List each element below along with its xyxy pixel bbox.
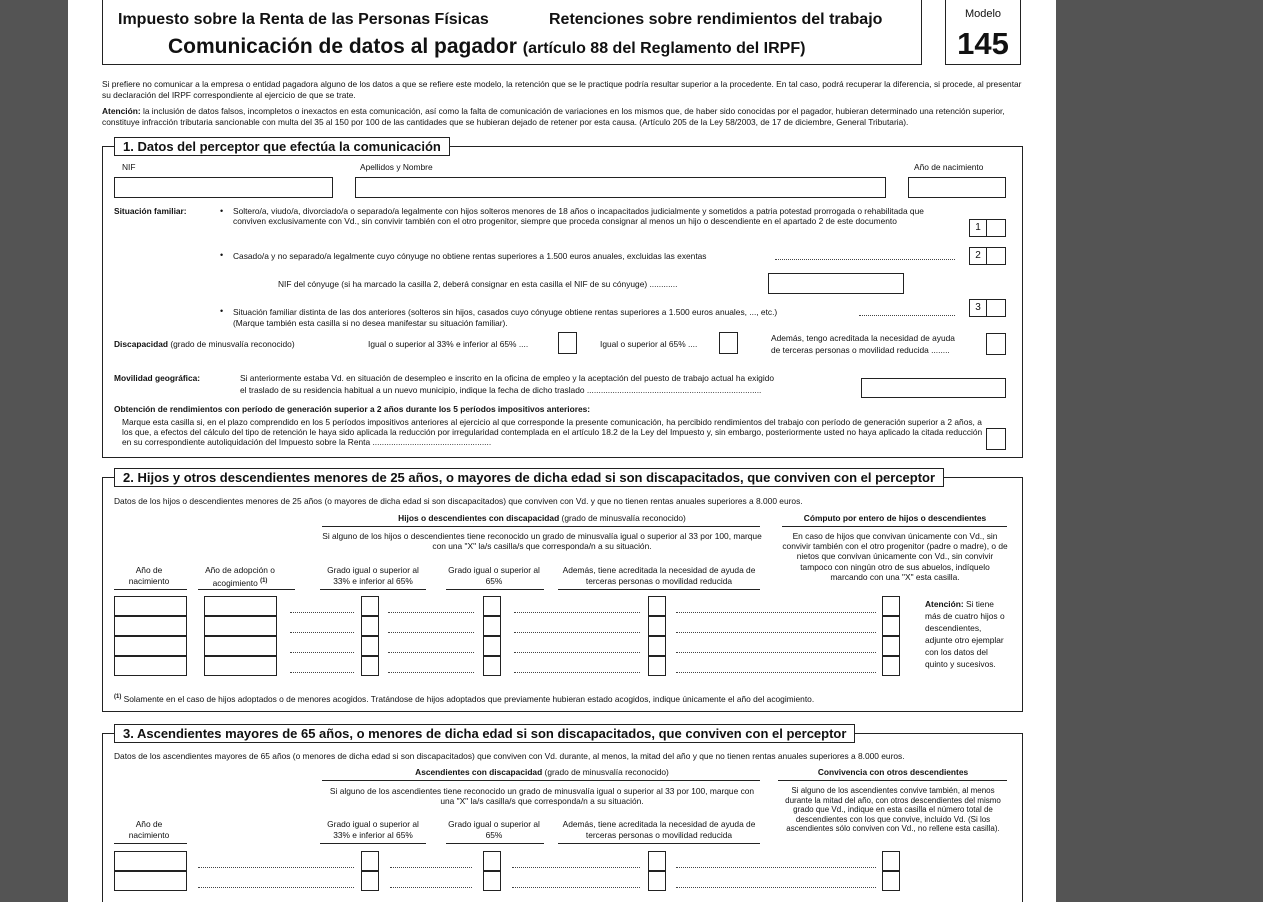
s2-atencion-label: Atención: — [925, 599, 964, 609]
modelo-label: Modelo — [964, 8, 1002, 20]
situacion-opt3b: (Marque también esta casilla si no desea manifestar su situación familiar). — [233, 318, 508, 328]
s2-dots-3 — [514, 632, 640, 633]
s3-g3-checkbox[interactable] — [648, 871, 666, 891]
s2-nac-input[interactable] — [114, 616, 187, 636]
s2-atencion — [925, 598, 1009, 670]
s2-discap-header-rest: (grado de minusvalía reconocido) — [561, 513, 686, 523]
s2-adop-input[interactable] — [204, 616, 277, 636]
obtencion-checkbox[interactable] — [986, 428, 1006, 450]
s2-footnote-sup: (1) — [114, 694, 122, 700]
situacion-box3-number: 3 — [969, 299, 987, 317]
obtencion-text: Marque esta casilla si, en el plazo comprendido en los 5 períodos impositivos anteriores al ejercicio al que corresponde la presente comunicación, ha percibido rendimientos del trabajo con período de generación superior a 2 años, a los que, a efectos del cálculo del tipo de retención le haya sido aplicada la reducción por irregularidad contemplada en el artículo 18.2 de la Ley del Impuesto y, sin embargo, posteriormente usted no haya aplicado la citada reducción en su correspondiente autoliquidación del Impuesto sobre la Renta ................................................... — [122, 417, 983, 448]
s2-dots-1 — [290, 632, 354, 633]
nif-input[interactable] — [114, 177, 333, 198]
s3-nac-input[interactable] — [114, 851, 187, 871]
form-page — [68, 0, 1056, 902]
situacion-checkbox-1[interactable] — [986, 219, 1006, 237]
s2-col-nacimiento: Año de nacimiento — [128, 565, 170, 586]
section1-title: 1. Datos del perceptor que efectúa la comunicación — [114, 137, 450, 156]
s3-g1-checkbox[interactable] — [361, 851, 379, 871]
s2-computo-checkbox[interactable] — [882, 636, 900, 656]
discap-c-checkbox[interactable] — [986, 333, 1006, 355]
s2-nac-input[interactable] — [114, 656, 187, 676]
dots-opt3 — [859, 315, 955, 316]
s3-dots-2 — [390, 867, 472, 868]
s3-dots-3 — [512, 867, 640, 868]
s2-discap-header-rule — [322, 526, 760, 527]
obtencion-label: Obtención de rendimientos con período de generación superior a 2 años durante los 5 períodos impositivos anteriores: — [114, 404, 591, 414]
s2-col-nac-rule — [114, 589, 187, 590]
nombre-input[interactable] — [355, 177, 886, 198]
s2-g2-checkbox[interactable] — [483, 616, 501, 636]
s2-footnote-text: Solamente en el caso de hijos adoptados o de menores acogidos. Tratándose de hijos adoptados que previamente hubieran estado acogidos, indique únicamente el año del acogimiento. — [123, 693, 815, 704]
discap-b-label: Igual o superior al 65% .... — [600, 339, 698, 349]
s2-nac-input[interactable] — [114, 636, 187, 656]
bullet-1: • — [220, 206, 224, 216]
situacion-label: Situación familiar: — [114, 206, 187, 216]
s2-g2-checkbox[interactable] — [483, 656, 501, 676]
s2-dots-2 — [388, 612, 474, 613]
s2-col-g2-rule — [446, 589, 544, 590]
discap-a-checkbox[interactable] — [558, 332, 577, 354]
s2-adop-input[interactable] — [204, 636, 277, 656]
s2-computo-checkbox[interactable] — [882, 656, 900, 676]
situacion-opt2: Casado/a y no separado/a legalmente cuyo cónyuge no obtiene rentas superiores a 1.500 euros anuales, excluidas las exentas — [233, 251, 707, 261]
s2-dots-4 — [676, 632, 876, 633]
s2-col-g1-rule — [320, 589, 426, 590]
s3-col-g1-rule — [320, 843, 426, 844]
section3-title: 3. Ascendientes mayores de 65 años, o menores de dicha edad si son discapacitados, que conviven con el perceptor — [114, 724, 855, 743]
s3-col-g2: Grado igual o superior al 65% — [448, 819, 540, 840]
s2-nac-input[interactable] — [114, 596, 187, 616]
s2-dots-4 — [676, 672, 876, 673]
s2-dots-2 — [388, 632, 474, 633]
s2-dots-2 — [388, 652, 474, 653]
s3-g1-checkbox[interactable] — [361, 871, 379, 891]
movilidad-text2: el traslado de su residencia habitual a un nuevo municipio, indique la fecha de dicho traslado ........................................................................... — [240, 385, 762, 395]
s3-conv-note: Si alguno de los ascendientes convive también, al menos durante la mitad del año, con otros descendientes del mismo grado que Vd., indique en esta casilla el número total de descendientes con los que convive, incluido Vd. (Si los ascendientes sólo conviven con Vd., no rellene esta casilla). — [785, 786, 1001, 834]
s2-dots-3 — [514, 652, 640, 653]
s3-dots-2 — [390, 887, 472, 888]
situacion-checkbox-3[interactable] — [986, 299, 1006, 317]
s3-conv-header: Convivencia con otros descendientes — [817, 767, 969, 777]
movilidad-fecha-input[interactable] — [861, 378, 1006, 398]
s3-conv-input[interactable] — [882, 851, 900, 871]
section2-intro: Datos de los hijos o descendientes menores de 25 años (o mayores de dicha edad si son discapacitados) que conviven con Vd. y que no tienen rentas anuales superiores a 8.000 euros. — [114, 496, 803, 506]
discapacidad-row — [114, 339, 295, 350]
s3-col-g2-rule — [446, 843, 544, 844]
nif-conyuge-input[interactable] — [768, 273, 904, 294]
s2-col-adop-text: Año de adopción o acogimiento — [205, 565, 275, 588]
s2-g3-checkbox[interactable] — [648, 656, 666, 676]
s2-discap-header — [322, 513, 762, 524]
s2-g2-checkbox[interactable] — [483, 636, 501, 656]
bullet-2: • — [220, 250, 224, 260]
s2-g3-checkbox[interactable] — [648, 596, 666, 616]
movilidad-text1: Si anteriormente estaba Vd. en situación de desempleo e inscrito en la oficina de empleo y la aceptación del puesto de trabajo actual ha exigido — [240, 373, 775, 383]
header-line1-right: Retenciones sobre rendimientos del trabajo — [549, 11, 883, 28]
s2-dots-4 — [676, 612, 876, 613]
s3-discap-header — [322, 767, 762, 778]
s2-atencion-text: Si tiene más de cuatro hijos o descendientes, adjunte otro ejemplar con los datos del quinto y sucesivos. — [925, 599, 1005, 669]
s2-computo-header: Cómputo por entero de hijos o descendientes — [803, 513, 987, 523]
s2-g1-checkbox[interactable] — [361, 596, 379, 616]
discap-c-label1: Además, tengo acreditada la necesidad de ayuda — [771, 333, 955, 343]
s3-discap-header-rule — [322, 780, 760, 781]
nacimiento-label: Año de nacimiento — [914, 162, 984, 172]
s3-dots-3 — [512, 887, 640, 888]
s3-dots-4 — [676, 867, 876, 868]
title-suffix: (artículo 88 del Reglamento del IRPF) — [522, 40, 806, 57]
s3-col-g3-rule — [558, 843, 760, 844]
nif-conyuge-label: NIF del cónyuge (si ha marcado la casilla 2, deberá consignar en esta casilla el NIF de su cónyuge) ............ — [278, 279, 678, 289]
s2-g3-checkbox[interactable] — [648, 636, 666, 656]
s2-col-adopcion — [198, 565, 282, 588]
s3-dots-4 — [676, 887, 876, 888]
discap-c-label2: de terceras personas o movilidad reducida ........ — [771, 345, 950, 355]
situacion-box1-number: 1 — [969, 219, 987, 237]
section3-intro: Datos de los ascendientes mayores de 65 años (o menores de dicha edad si son discapacitados) que conviven con Vd. durante, al menos, la mitad del año y que no tienen rentas anuales superiores a 8.000 euros. — [114, 751, 905, 761]
s2-g3-checkbox[interactable] — [648, 616, 666, 636]
s2-g1-checkbox[interactable] — [361, 636, 379, 656]
s2-col-adop-sup: (1) — [260, 577, 268, 584]
nacimiento-input[interactable] — [908, 177, 1006, 198]
s3-col-g1: Grado igual o superior al 33% e inferior al 65% — [327, 819, 419, 840]
s3-g3-checkbox[interactable] — [648, 851, 666, 871]
discap-label: Discapacidad — [114, 339, 168, 349]
s2-dots-1 — [290, 612, 354, 613]
s2-computo-checkbox[interactable] — [882, 616, 900, 636]
s3-dots-1 — [198, 887, 354, 888]
s2-col-g3-rule — [558, 589, 760, 590]
s3-col-nacimiento: Año de nacimiento — [128, 819, 170, 840]
s2-footnote — [114, 692, 814, 704]
s2-g2-checkbox[interactable] — [483, 596, 501, 616]
page-title — [168, 34, 805, 62]
s3-discap-header-bold: Ascendientes con discapacidad — [415, 767, 543, 777]
s3-discap-header-rest: (grado de minusvalía reconocido) — [544, 767, 669, 777]
bullet-3: • — [220, 306, 224, 316]
modelo-number: 145 — [957, 26, 1009, 61]
s2-computo-rule — [782, 526, 1007, 527]
title-main: Comunicación de datos al pagador — [168, 35, 517, 58]
discap-a-label: Igual o superior al 33% e inferior al 65% .... — [368, 339, 529, 349]
situacion-opt3: Situación familiar distinta de las dos anteriores (solteros sin hijos, casados cuyo cónyuge obtiene rentas superiores a 1.500 euros anuales, ..., etc.) — [233, 307, 778, 317]
discap-sub: (grado de minusvalía reconocido) — [170, 339, 295, 349]
section2-title: 2. Hijos y otros descendientes menores de 25 años, o mayores de dicha edad si son discapacitados, que conviven con el perceptor — [114, 468, 944, 487]
situacion-box2-number: 2 — [969, 247, 987, 265]
s2-dots-1 — [290, 672, 354, 673]
s3-conv-rule — [778, 780, 1007, 781]
s2-dots-3 — [514, 672, 640, 673]
s3-col-nac-rule — [114, 843, 187, 844]
s3-g2-checkbox[interactable] — [483, 851, 501, 871]
s2-computo-note: En caso de hijos que convivan únicamente con Vd., sin convivir también con el otro progenitor (padre o madre), o de nietos que convivan únicamente con Vd., sin convivir tampoco con ningún otro de sus abuelos, indíquelo marcando con una "X" esta casilla. — [782, 531, 1008, 582]
s3-discap-note: Si alguno de los ascendientes tiene reconocido un grado de minusvalía igual o superior al 33 por 100, marque con una "X" la/s casilla/s que corresponda/n a su situación. — [329, 786, 755, 806]
s2-adop-input[interactable] — [204, 656, 277, 676]
s2-col-g3: Además, tiene acreditada la necesidad de ayuda de terceras personas o movilidad reducida — [562, 565, 756, 586]
atencion-paragraph — [102, 106, 1024, 127]
s3-dots-1 — [198, 867, 354, 868]
s3-conv-input[interactable] — [882, 871, 900, 891]
s3-nac-input[interactable] — [114, 871, 187, 891]
s2-dots-2 — [388, 672, 474, 673]
s2-computo-checkbox[interactable] — [882, 596, 900, 616]
s2-discap-header-bold: Hijos o descendientes con discapacidad — [398, 513, 560, 523]
atencion-label: Atención: — [102, 106, 141, 116]
discap-b-checkbox[interactable] — [719, 332, 738, 354]
s2-col-adop-rule — [198, 589, 295, 590]
intro-paragraph: Si prefiere no comunicar a la empresa o entidad pagadora alguno de los datos a que se refiere este modelo, la retención que se le practique podría resultar superior a la procedente. En tal caso, podrá recuperar la diferencia, si procede, al presentar su declaración del IRPF correspondiente al ejercicio de que se trate. — [102, 79, 1022, 100]
s2-dots-3 — [514, 612, 640, 613]
s2-dots-1 — [290, 652, 354, 653]
nif-label: NIF — [122, 162, 136, 172]
s2-dots-4 — [676, 652, 876, 653]
nombre-label: Apellidos y Nombre — [360, 162, 433, 172]
atencion-text: la inclusión de datos falsos, incompletos o inexactos en esta comunicación, así como la falta de comunicación de variaciones en los mismos que, de haber sido conocidas por el pagador, hubieran determinado una retención superior, constituye infracción tributaria sancionable con multa del 35 al 150 por 100 de las cantidades que se hubieran dejado de retener por esta causa. (Artículo 205 de la Ley 58/2003, de 17 de diciembre, General Tributaria). — [102, 106, 1005, 127]
s3-g2-checkbox[interactable] — [483, 871, 501, 891]
s2-adop-input[interactable] — [204, 596, 277, 616]
dots-opt2 — [775, 259, 955, 260]
s3-col-g3: Además, tiene acreditada la necesidad de ayuda de terceras personas o movilidad reducida — [562, 819, 756, 840]
s2-g1-checkbox[interactable] — [361, 616, 379, 636]
situacion-checkbox-2[interactable] — [986, 247, 1006, 265]
s2-col-g2: Grado igual o superior al 65% — [448, 565, 540, 586]
s2-col-g1: Grado igual o superior al 33% e inferior al 65% — [327, 565, 419, 586]
movilidad-label: Movilidad geográfica: — [114, 373, 201, 383]
s2-g1-checkbox[interactable] — [361, 656, 379, 676]
header-line1-left: Impuesto sobre la Renta de las Personas Físicas — [118, 11, 489, 28]
situacion-opt1: Soltero/a, viudo/a, divorciado/a o separado/a legalmente con hijos solteros menores de 18 años o incapacitados judicialmente y sometidos a patria potestad prorrogada o rehabilitada que conviven exclusivamente con Vd., sin convivir también con el otro progenitor, siempre que proceda consignar al menos un hijo o descendiente en el apartado 2 de este documento — [233, 206, 924, 226]
s2-discap-note: Si alguno de los hijos o descendientes tiene reconocido un grado de minusvalía igual o superior al 33 por 100, marque con una "X" la/s casilla/s que corresponda/n a su situación. — [322, 531, 762, 551]
